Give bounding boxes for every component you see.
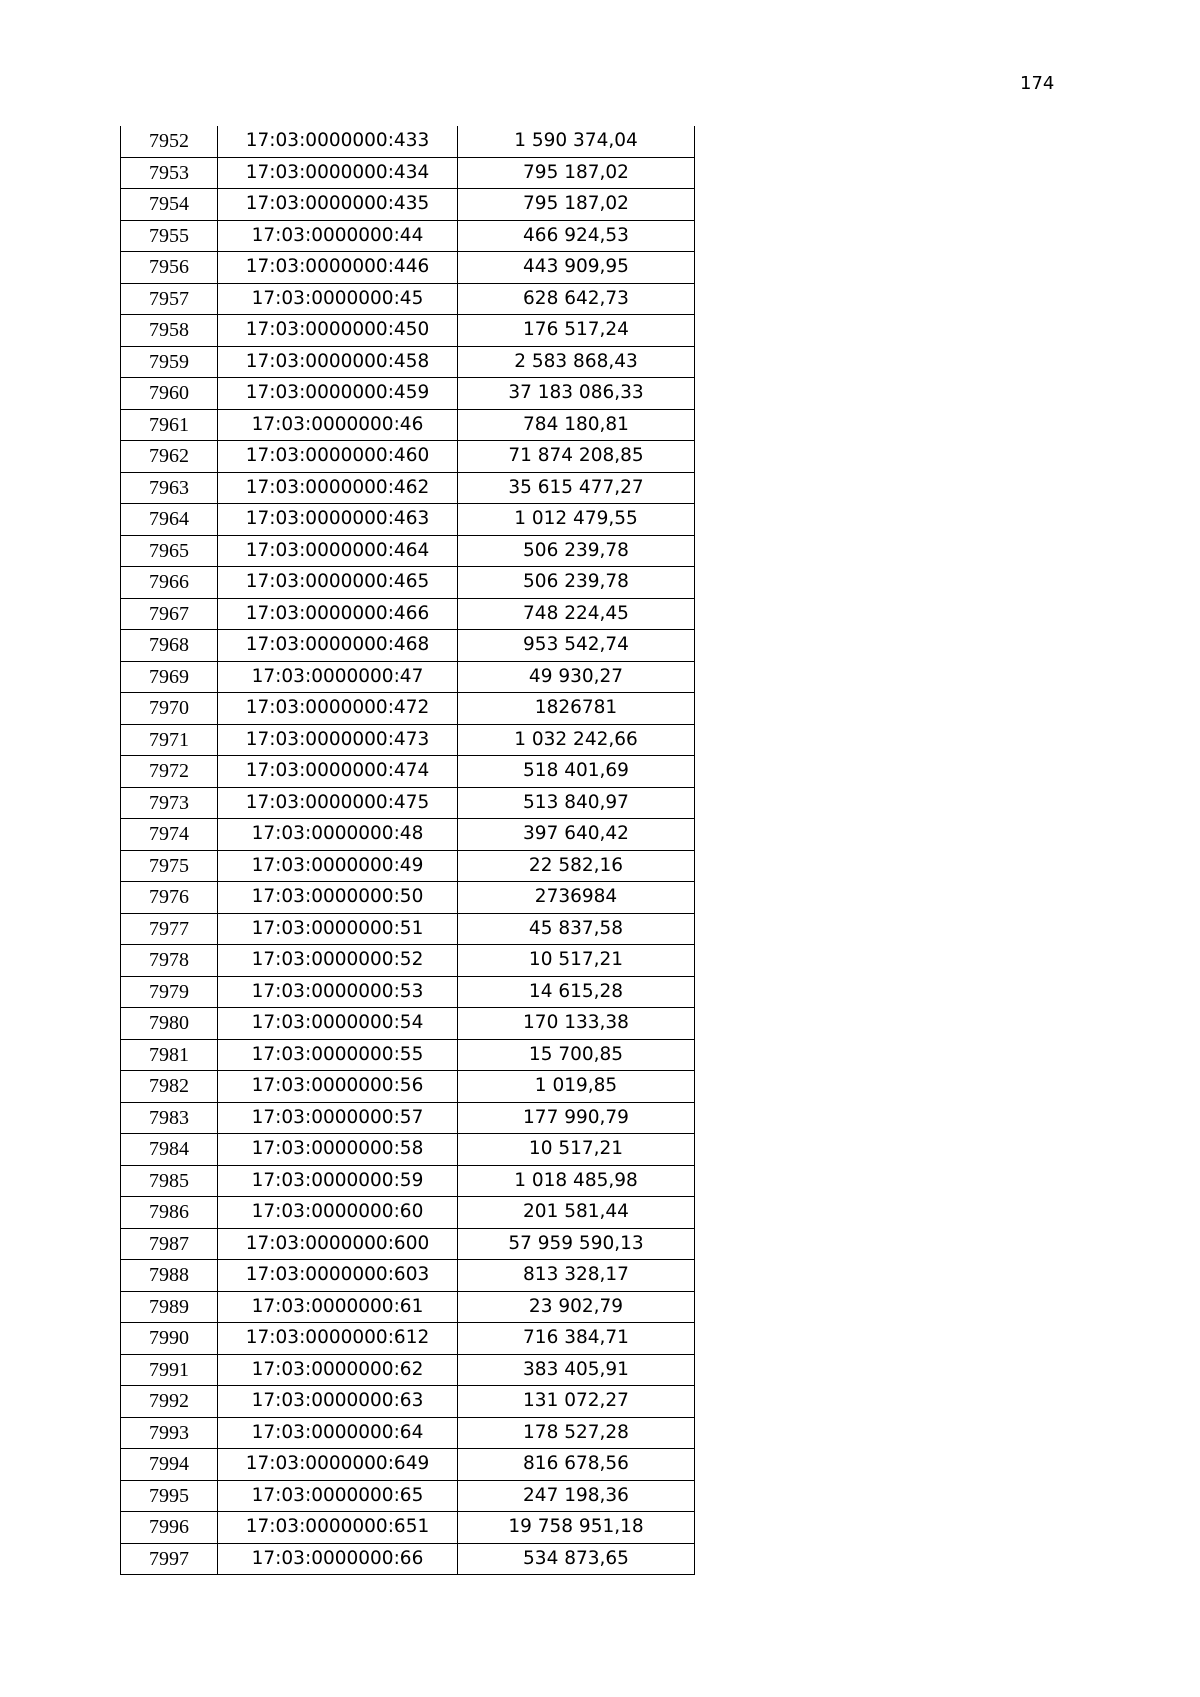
row-number-cell: 7975 [121, 850, 218, 882]
value-cell: 2 583 868,43 [458, 346, 695, 378]
table-row [121, 283, 695, 315]
table-row [121, 535, 695, 567]
value-cell: 397 640,42 [458, 819, 695, 851]
row-number-cell: 7964 [121, 504, 218, 536]
value-cell: 748 224,45 [458, 598, 695, 630]
row-number-cell: 7963 [121, 472, 218, 504]
table-row [121, 787, 695, 819]
row-number-cell: 7955 [121, 220, 218, 252]
row-number-cell: 7976 [121, 882, 218, 914]
table-row [121, 1512, 695, 1544]
row-number-cell: 7996 [121, 1512, 218, 1544]
value-cell: 247 198,36 [458, 1480, 695, 1512]
cadastral-number-cell: 17:03:0000000:56 [218, 1071, 458, 1103]
cadastral-number-cell: 17:03:0000000:468 [218, 630, 458, 662]
cadastral-number-cell: 17:03:0000000:475 [218, 787, 458, 819]
value-cell: 443 909,95 [458, 252, 695, 284]
cadastral-number-cell: 17:03:0000000:603 [218, 1260, 458, 1292]
cadastral-number-cell: 17:03:0000000:63 [218, 1386, 458, 1418]
value-cell: 506 239,78 [458, 567, 695, 599]
row-number-cell: 7995 [121, 1480, 218, 1512]
value-cell: 628 642,73 [458, 283, 695, 315]
row-number-cell: 7977 [121, 913, 218, 945]
cadastral-number-cell: 17:03:0000000:46 [218, 409, 458, 441]
table-row [121, 378, 695, 410]
value-cell: 1 012 479,55 [458, 504, 695, 536]
table-row [121, 189, 695, 221]
cadastral-number-cell: 17:03:0000000:62 [218, 1354, 458, 1386]
row-number-cell: 7979 [121, 976, 218, 1008]
cadastral-number-cell: 17:03:0000000:465 [218, 567, 458, 599]
row-number-cell: 7969 [121, 661, 218, 693]
value-cell: 201 581,44 [458, 1197, 695, 1229]
row-number-cell: 7986 [121, 1197, 218, 1229]
cadastral-number-cell: 17:03:0000000:474 [218, 756, 458, 788]
value-cell: 71 874 208,85 [458, 441, 695, 473]
row-number-cell: 7994 [121, 1449, 218, 1481]
value-cell: 716 384,71 [458, 1323, 695, 1355]
table-row [121, 1386, 695, 1418]
value-cell: 2736984 [458, 882, 695, 914]
table-row [121, 346, 695, 378]
table-row [121, 1417, 695, 1449]
table-row [121, 598, 695, 630]
table-row [121, 661, 695, 693]
table-container [120, 126, 695, 1575]
cadastral-number-cell: 17:03:0000000:466 [218, 598, 458, 630]
cadastral-number-cell: 17:03:0000000:460 [218, 441, 458, 473]
cadastral-number-cell: 17:03:0000000:446 [218, 252, 458, 284]
row-number-cell: 7960 [121, 378, 218, 410]
value-cell: 813 328,17 [458, 1260, 695, 1292]
value-cell: 15 700,85 [458, 1039, 695, 1071]
table-row [121, 126, 695, 157]
value-cell: 45 837,58 [458, 913, 695, 945]
cadastral-number-cell: 17:03:0000000:472 [218, 693, 458, 725]
cadastral-number-cell: 17:03:0000000:651 [218, 1512, 458, 1544]
row-number-cell: 7952 [121, 126, 218, 157]
row-number-cell: 7973 [121, 787, 218, 819]
cadastral-number-cell: 17:03:0000000:463 [218, 504, 458, 536]
row-number-cell: 7970 [121, 693, 218, 725]
row-number-cell: 7971 [121, 724, 218, 756]
cadastral-number-cell: 17:03:0000000:434 [218, 157, 458, 189]
row-number-cell: 7957 [121, 283, 218, 315]
cadastral-number-cell: 17:03:0000000:458 [218, 346, 458, 378]
row-number-cell: 7961 [121, 409, 218, 441]
table-row [121, 1039, 695, 1071]
value-cell: 466 924,53 [458, 220, 695, 252]
table-row [121, 1134, 695, 1166]
cadastral-number-cell: 17:03:0000000:435 [218, 189, 458, 221]
cadastral-number-cell: 17:03:0000000:44 [218, 220, 458, 252]
value-cell: 177 990,79 [458, 1102, 695, 1134]
value-cell: 506 239,78 [458, 535, 695, 567]
value-cell: 534 873,65 [458, 1543, 695, 1575]
cadastral-number-cell: 17:03:0000000:433 [218, 126, 458, 157]
row-number-cell: 7954 [121, 189, 218, 221]
row-number-cell: 7988 [121, 1260, 218, 1292]
table-row [121, 1354, 695, 1386]
table-row [121, 567, 695, 599]
cadastral-number-cell: 17:03:0000000:48 [218, 819, 458, 851]
row-number-cell: 7982 [121, 1071, 218, 1103]
value-cell: 1 018 485,98 [458, 1165, 695, 1197]
value-cell: 383 405,91 [458, 1354, 695, 1386]
row-number-cell: 7958 [121, 315, 218, 347]
table-row [121, 630, 695, 662]
row-number-cell: 7974 [121, 819, 218, 851]
cadastral-number-cell: 17:03:0000000:450 [218, 315, 458, 347]
cadastral-number-cell: 17:03:0000000:459 [218, 378, 458, 410]
row-number-cell: 7966 [121, 567, 218, 599]
row-number-cell: 7962 [121, 441, 218, 473]
table-row [121, 1008, 695, 1040]
value-cell: 10 517,21 [458, 945, 695, 977]
cadastral-number-cell: 17:03:0000000:600 [218, 1228, 458, 1260]
table-row [121, 252, 695, 284]
value-cell: 57 959 590,13 [458, 1228, 695, 1260]
value-cell: 178 527,28 [458, 1417, 695, 1449]
table-row [121, 850, 695, 882]
table-row [121, 1228, 695, 1260]
value-cell: 170 133,38 [458, 1008, 695, 1040]
cadastral-number-cell: 17:03:0000000:55 [218, 1039, 458, 1071]
table-row [121, 1102, 695, 1134]
table-row [121, 441, 695, 473]
value-cell: 1826781 [458, 693, 695, 725]
value-cell: 35 615 477,27 [458, 472, 695, 504]
cadastral-number-cell: 17:03:0000000:64 [218, 1417, 458, 1449]
table-row [121, 220, 695, 252]
row-number-cell: 7972 [121, 756, 218, 788]
row-number-cell: 7980 [121, 1008, 218, 1040]
row-number-cell: 7993 [121, 1417, 218, 1449]
row-number-cell: 7959 [121, 346, 218, 378]
table-row [121, 504, 695, 536]
cadastral-number-cell: 17:03:0000000:59 [218, 1165, 458, 1197]
value-cell: 10 517,21 [458, 1134, 695, 1166]
row-number-cell: 7985 [121, 1165, 218, 1197]
cadastral-number-cell: 17:03:0000000:50 [218, 882, 458, 914]
value-cell: 19 758 951,18 [458, 1512, 695, 1544]
cadastral-number-cell: 17:03:0000000:52 [218, 945, 458, 977]
page-number: 174 [1020, 73, 1055, 94]
value-cell: 49 930,27 [458, 661, 695, 693]
value-cell: 14 615,28 [458, 976, 695, 1008]
value-cell: 1 019,85 [458, 1071, 695, 1103]
table-row [121, 1197, 695, 1229]
table-row [121, 882, 695, 914]
cadastral-number-cell: 17:03:0000000:473 [218, 724, 458, 756]
table-row [121, 819, 695, 851]
cadastral-number-cell: 17:03:0000000:464 [218, 535, 458, 567]
row-number-cell: 7989 [121, 1291, 218, 1323]
table-row [121, 409, 695, 441]
table-row [121, 976, 695, 1008]
cadastral-number-cell: 17:03:0000000:54 [218, 1008, 458, 1040]
value-cell: 23 902,79 [458, 1291, 695, 1323]
cadastral-number-cell: 17:03:0000000:61 [218, 1291, 458, 1323]
value-cell: 953 542,74 [458, 630, 695, 662]
value-cell: 784 180,81 [458, 409, 695, 441]
value-cell: 22 582,16 [458, 850, 695, 882]
row-number-cell: 7987 [121, 1228, 218, 1260]
value-cell: 518 401,69 [458, 756, 695, 788]
value-cell: 795 187,02 [458, 157, 695, 189]
table-row [121, 1291, 695, 1323]
cadastral-number-cell: 17:03:0000000:65 [218, 1480, 458, 1512]
value-cell: 1 590 374,04 [458, 126, 695, 157]
cadastral-number-cell: 17:03:0000000:649 [218, 1449, 458, 1481]
value-cell: 816 678,56 [458, 1449, 695, 1481]
cadastral-number-cell: 17:03:0000000:462 [218, 472, 458, 504]
table-row [121, 1543, 695, 1575]
cadastral-number-cell: 17:03:0000000:49 [218, 850, 458, 882]
table-row [121, 315, 695, 347]
cadastral-number-cell: 17:03:0000000:57 [218, 1102, 458, 1134]
row-number-cell: 7967 [121, 598, 218, 630]
row-number-cell: 7956 [121, 252, 218, 284]
table-row [121, 693, 695, 725]
row-number-cell: 7953 [121, 157, 218, 189]
cadastral-number-cell: 17:03:0000000:66 [218, 1543, 458, 1575]
table-row [121, 1071, 695, 1103]
cadastral-number-cell: 17:03:0000000:612 [218, 1323, 458, 1355]
row-number-cell: 7965 [121, 535, 218, 567]
value-cell: 795 187,02 [458, 189, 695, 221]
row-number-cell: 7983 [121, 1102, 218, 1134]
value-cell: 37 183 086,33 [458, 378, 695, 410]
cadastral-number-cell: 17:03:0000000:47 [218, 661, 458, 693]
row-number-cell: 7990 [121, 1323, 218, 1355]
table-row [121, 945, 695, 977]
row-number-cell: 7968 [121, 630, 218, 662]
table-row [121, 472, 695, 504]
table-row [121, 1480, 695, 1512]
cadastral-number-cell: 17:03:0000000:60 [218, 1197, 458, 1229]
value-cell: 131 072,27 [458, 1386, 695, 1418]
value-cell: 1 032 242,66 [458, 724, 695, 756]
cadastral-number-cell: 17:03:0000000:45 [218, 283, 458, 315]
table-row [121, 756, 695, 788]
row-number-cell: 7984 [121, 1134, 218, 1166]
row-number-cell: 7991 [121, 1354, 218, 1386]
row-number-cell: 7978 [121, 945, 218, 977]
table-row [121, 1449, 695, 1481]
row-number-cell: 7997 [121, 1543, 218, 1575]
cadastral-number-cell: 17:03:0000000:51 [218, 913, 458, 945]
cadastral-number-cell: 17:03:0000000:53 [218, 976, 458, 1008]
table-row [121, 724, 695, 756]
value-cell: 513 840,97 [458, 787, 695, 819]
table-row [121, 157, 695, 189]
row-number-cell: 7992 [121, 1386, 218, 1418]
table-row [121, 1323, 695, 1355]
table-body [121, 126, 695, 1575]
table-row [121, 1165, 695, 1197]
cadastral-number-cell: 17:03:0000000:58 [218, 1134, 458, 1166]
value-cell: 176 517,24 [458, 315, 695, 347]
row-number-cell: 7981 [121, 1039, 218, 1071]
cadastral-value-table [120, 126, 695, 1575]
table-row [121, 913, 695, 945]
table-row [121, 1260, 695, 1292]
